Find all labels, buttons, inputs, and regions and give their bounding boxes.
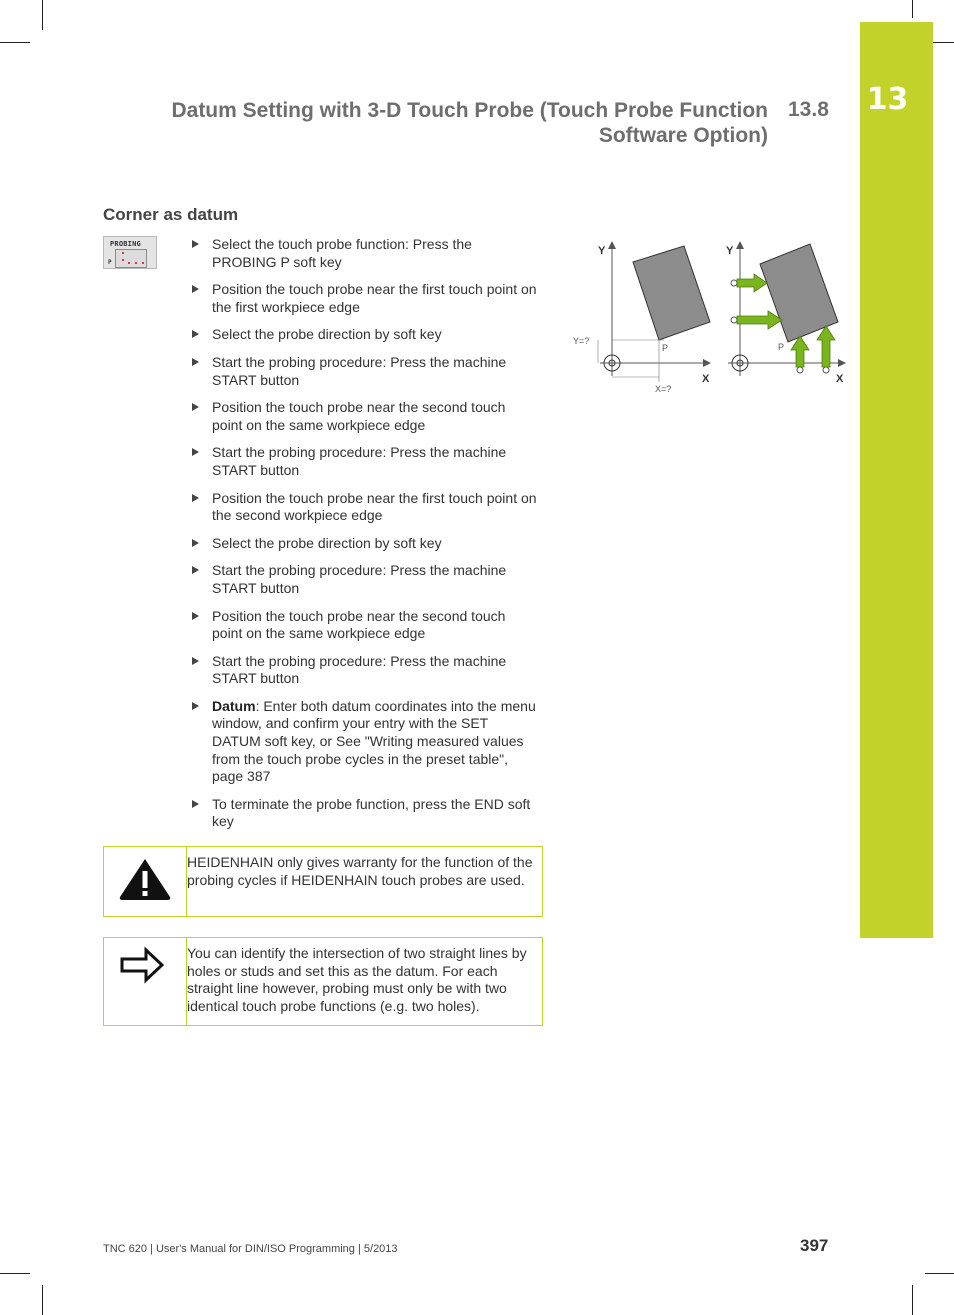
header-title-line1: Datum Setting with 3-D Touch Probe (Touch Probe Function [171, 99, 768, 122]
step-item: Select the probe direction by soft key [192, 326, 537, 344]
note-text: You can identify the intersection of two straight lines by holes or studs and set this as the datum. For each straight line however, probing must only be with two identical touch probe functions (e.g. two holes). [187, 945, 527, 1014]
step-item: Start the probing procedure: Press the machine START button [192, 354, 537, 389]
softkey-dot [142, 262, 144, 264]
triangle-bullet-icon [192, 702, 199, 710]
running-header-section: 13.8 [788, 98, 829, 121]
softkey-dot [122, 252, 124, 254]
left-diagram [573, 242, 710, 394]
triangle-bullet-icon [192, 240, 199, 248]
step-item: Start the probing procedure: Press the machine START button [192, 562, 537, 597]
left-x-axis-label: X [702, 373, 710, 385]
step-item: Datum: Enter both datum coordinates into the menu window, and confirm your entry with the SET DATUM soft key, or See "Writing measured values from the touch probe cycles in the preset table", page 387 [192, 698, 537, 786]
warning-text: HEIDENHAIN only gives warranty for the function of the probing cycles if HEIDENHAIN touch probes are used. [187, 854, 533, 888]
probe-direction-arrow [791, 336, 809, 367]
triangle-bullet-icon [192, 403, 199, 411]
triangle-bullet-icon [192, 448, 199, 456]
corner-datum-figure [560, 236, 860, 406]
triangle-bullet-icon [192, 330, 199, 338]
header-title-line2: Software Option) [598, 124, 768, 147]
triangle-bullet-icon [192, 358, 199, 366]
step-item: Select the touch probe function: Press the PROBING P soft key [192, 236, 537, 271]
left-y-axis-label: Y [598, 245, 606, 257]
right-point-label: P [778, 342, 785, 352]
step-item: Start the probing procedure: Press the machine START button [192, 444, 537, 479]
step-item: Position the touch probe near the first touch point on the second workpiece edge [192, 490, 537, 525]
triangle-bullet-icon [192, 800, 199, 808]
left-point-label: P [662, 343, 669, 353]
step-item: To terminate the probe function, press the END soft key [192, 796, 537, 831]
step-item: Select the probe direction by soft key [192, 535, 537, 553]
crop-mark [912, 1285, 913, 1315]
softkey-graphic [115, 249, 147, 268]
chapter-tab [860, 22, 933, 938]
step-item: Position the touch probe near the second touch point on the same workpiece edge [192, 608, 537, 643]
right-x-axis-label: X [836, 373, 844, 385]
section-heading: Corner as datum [103, 205, 239, 224]
probe-direction-arrow [737, 274, 767, 292]
arrow-right-icon [104, 938, 186, 998]
note-icon-cell [104, 938, 187, 1025]
probing-diagram [560, 236, 860, 401]
y-unknown-label: Y=? [573, 336, 590, 346]
triangle-bullet-icon [192, 566, 199, 574]
right-diagram [726, 242, 845, 385]
step-item: Position the touch probe near the second touch point on the same workpiece edge [192, 399, 537, 434]
x-unknown-label: X=? [655, 384, 672, 394]
crop-mark [925, 1273, 954, 1274]
warning-icon-cell [104, 847, 187, 916]
step-bold-term: Datum [212, 697, 256, 714]
triangle-bullet-icon [192, 657, 199, 665]
running-header-title [108, 98, 768, 148]
step-item: Position the touch probe near the first touch point on the first workpiece edge [192, 281, 537, 316]
softkey-sub-label: P [108, 259, 112, 266]
crop-mark [912, 0, 913, 18]
probe-direction-arrow [737, 311, 782, 329]
triangle-bullet-icon [192, 494, 199, 502]
note-box [103, 937, 543, 1026]
softkey-dot [135, 262, 137, 264]
triangle-bullet-icon [192, 539, 199, 547]
right-y-axis-label: Y [726, 245, 734, 257]
triangle-bullet-icon [192, 285, 199, 293]
softkey-label: PROBING [110, 240, 141, 248]
crop-mark [42, 1285, 43, 1315]
warning-triangle-icon [104, 847, 186, 917]
left-workpiece [633, 246, 710, 340]
footer-text: TNC 620 | User's Manual for DIN/ISO Programming | 5/2013 [103, 1243, 398, 1255]
step-item: Start the probing procedure: Press the machine START button [192, 653, 537, 688]
page-number: 397 [800, 1236, 829, 1255]
softkey-dot [122, 259, 124, 261]
triangle-bullet-icon [192, 612, 199, 620]
probing-p-softkey-image [103, 236, 157, 269]
probe-direction-arrow [817, 326, 835, 367]
softkey-dot [128, 262, 130, 264]
procedure-steps [192, 236, 537, 841]
warning-box [103, 846, 543, 917]
chapter-number: 13 [866, 82, 909, 117]
crop-mark [0, 1273, 30, 1274]
crop-mark [0, 42, 30, 43]
crop-mark [42, 0, 43, 30]
